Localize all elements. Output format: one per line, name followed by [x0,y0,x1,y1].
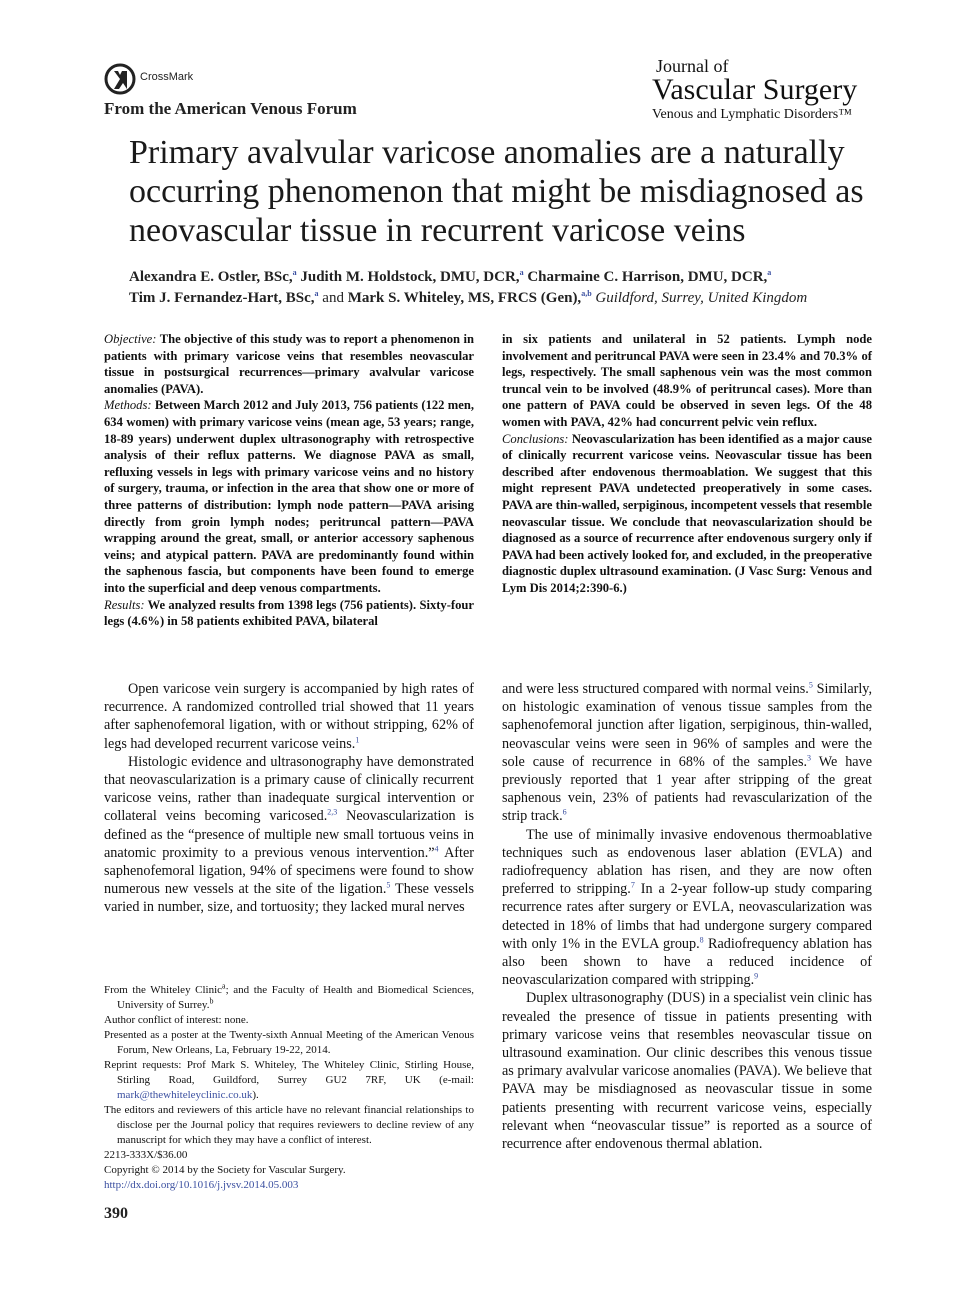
crossmark-label: CrossMark [140,71,194,83]
citation-link[interactable]: 6 [562,807,567,817]
abstract-objective [104,331,474,397]
footnote-issn: 2213-333X/$36.00 [104,1149,188,1161]
footnotes [104,983,474,1193]
body-text: These vessels varied in number, size, and tortuosity; they lacked mural nerves [104,881,475,916]
footnote-text: Reprint requests: Prof Mark S. Whiteley, The Whiteley Clinic, Stirling House, Stirling Road, Guildford, Surrey GU2 7RF, UK (e-mail: [104,1059,474,1086]
citation-link[interactable]: 9 [754,971,759,981]
abstract-left-column [104,331,474,630]
footnote-doi [104,1178,474,1193]
page-number: 390 [104,1205,128,1222]
citation-link[interactable]: 1 [355,734,360,744]
citation-link[interactable]: 5 [808,680,813,690]
journal-line1: Journal of [656,56,729,76]
objective-text: The objective of this study was to report a phenomenon in patients with primary varicose veins that resembles neovascular tissue in postsurgical recurrences—primary avalvular varicose anomalies (PAVA). [104,332,475,396]
doi-link[interactable]: http://dx.doi.org/10.1016/j.jvsv.2014.05.003 [104,1179,299,1191]
author-holdstock: Judith M. Holdstock, DMU, DCR, [300,269,520,285]
abstract-results-cont: in six patients and unilateral in 52 patients. Lymph node involvement and peritruncal PAVA were seen in 23.4% and 70.3% of legs, respectively. The small saphenous vein was the most common truncal vein to be involved (48.9% of peritruncal cases). More than one pattern of PAVA could be observed in seven legs. Of the 48 women with PAVA, 42% had concurrent pelvic vein reflux. [502,332,872,429]
body-paragraph: Duplex ultrasonography (DUS) in a specialist vein clinic has revealed the presence of tissue in patients presenting with primary varicose veins that resembles neovascular tissue on ultrasound examination. Our clinic describes this venous tissue as primary avalvular varicose anomalies (PAVA). We believe that PAVA may be misdiagnosed as neovascular tissue in some patients presenting with recurrent varicose veins, especially relevant when “neovascular tissue” is reported as a source of recurrence after endovenous thermal ablation. [502,990,872,1153]
author-whiteley: Mark S. Whiteley, MS, FRCS (Gen), [347,290,582,306]
citation-link[interactable]: 4 [434,844,439,854]
body-text: We have previously reported that 1 year after stripping of the great saphenous vein, 23% of patients had revascularization of the strip track. [502,753,872,825]
author-harrison: Charmaine C. Harrison, DMU, DCR, [527,269,768,285]
crossmark-icon[interactable] [104,63,136,95]
author-ostler: Alexandra E. Ostler, BSc, [129,269,293,285]
conclusions-label: Conclusions: [502,431,569,446]
body-text: Similarly, on histologic examination of venous tissue samples from the saphenofemoral junction after ligation, serpiginous, thin-walled, neovascular veins were seen in 96% of samples and were the sole cause of recurrence in 68% of the samples. [502,681,872,770]
abstract-conclusions [502,431,872,597]
affiliation-mark: a,b [581,289,592,298]
body-text: Histologic evidence and ultrasonography have demonstrated that neovascularization is a primary cause of clinically recurrent varicose veins, rather than inadequate surgical intervention or collateral veins becoming varicosed. [104,753,474,825]
footnote-text: ). [252,1089,259,1101]
methods-label: Methods: [104,398,152,413]
abstract-methods [104,397,474,596]
body-text: Open varicose vein surgery is accompanied by high rates of recurrence. A randomized controlled trial showed that 11 years after saphenofemoral ligation, with or without stripping, 62% of legs had developed recurrent varicose veins. [104,681,474,752]
and-word: and [322,290,344,306]
journal-line2: Vascular Surgery [652,73,858,106]
body-text: In a 2-year follow-up study comparing recurrence rates after surgery or EVLA, neovascularization was detected in 18% of limbs that had undergone surgery compared with only 1% in the EVLA group. [502,881,872,952]
journal-logo [652,57,892,123]
abstract-right-column [502,331,872,597]
conclusions-text: Neovascularization has been identified as a major cause of clinically recurrent varicose veins. Neovascular tissue has been described after endovenous thermoablation. We suggest that this might represent PAVA undetected preoperatively in some cases. PAVA are thin-walled, serpiginous, incompetent vessels that resemble neovascular tissue. We conclude that neovascularization should be diagnosed as a source of recurrence after endovenous surgery only if PAVA had been actively looked for, and excluded, in the preoperative diagnostic duplex ultrasound examination. (J Vasc Surg: Venous and Lym Dis 2014;2:390-6.) [502,431,872,595]
methods-text: Between March 2012 and July 2013, 756 patients (122 men, 634 women) with primary varicose veins (mean age, 53 years; range, 18-89 years) underwent duplex ultrasonography with retrospective analysis of their reflux patterns. We diagnose PAVA as small, refluxing vessels in legs with primary varicose veins and no history of surgery, trauma, or infection in the area that show one or more of three patterns of distribution: lymph node pattern—PAVA arising directly from groin lymph nodes; peritruncal pattern—PAVA wrapping around the great, small, or anterior accessory saphenous veins; and atypical pattern. PAVA are predominantly found within the saphenous fascia, but components have been found to emerge into the superficial and deep venous compartments. [104,398,474,595]
article-title: Primary avalvular varicose anomalies are a naturally occurring phenomenon that might be misdiagnosed as neovascular tissue in recurrent varicose veins [129,134,864,249]
footnote-sup: a [222,981,226,991]
footnote-presented: Presented as a poster at the Twenty-sixth Annual Meeting of the American Venous Forum, New Orleans, La, February 19-22, 2014. [104,1029,474,1056]
footnote-text: ; and the Faculty of Health and Biomedical Sciences, University of Surrey. [117,984,474,1011]
affiliation-mark: a [314,289,319,298]
results-label: Results: [104,597,145,612]
footnote-affiliation [104,983,474,1013]
journal-line3: Venous and Lymphatic Disorders™ [652,107,852,122]
affiliation-mark: a [767,268,772,277]
body-paragraph [104,680,474,753]
citation-link[interactable]: 8 [699,935,704,945]
body-paragraph [502,680,872,826]
affiliation-mark: a [292,268,297,277]
citation-link[interactable]: 5 [386,880,391,890]
body-text: Neovascularization is defined as the “presence of multiple new small tortuous veins in anatomic proximity to a previous venous intervention.” [104,808,474,861]
body-paragraph [104,753,474,917]
footnote-sup: b [209,996,214,1006]
citation-link[interactable]: 7 [630,880,635,890]
citation-link[interactable]: 2,3 [327,807,338,817]
email-link[interactable]: mark@thewhiteleyclinic.co.uk [117,1089,253,1101]
abstract-results [104,597,474,630]
body-text: After saphenofemoral ligation, 94% of specimens were found to show numerous new vessels at the site of the ligation. [104,844,474,898]
body-text: and were less structured compared with normal veins. [502,681,809,697]
author-list [129,267,879,309]
body-text: The use of minimally invasive endovenous thermoablative techniques such as endovenous laser ablation (EVLA) and radiofrequency ablation has risen, and they are now often preferred to stripping. [502,826,872,898]
footnote-conflict: Author conflict of interest: none. [104,1014,249,1026]
forum-label: From the American Venous Forum [104,99,357,118]
footnote-reprint [104,1058,474,1103]
affiliation-mark: a [519,268,524,277]
results-text: We analyzed results from 1398 legs (756 patients). Sixty-four legs (4.6%) in 58 patients exhibited PAVA, bilateral [104,597,475,629]
footnote-editors: The editors and reviewers of this article have no relevant financial relationships to disclose per the Journal policy that requires reviewers to decline review of any manuscript for which they may have a conflict of interest. [104,1104,474,1146]
citation-link[interactable]: 3 [807,753,812,763]
body-right-column [502,680,872,1153]
body-paragraph [502,826,872,990]
objective-label: Objective: [104,332,157,346]
footnote-copyright: Copyright © 2014 by the Society for Vascular Surgery. [104,1164,346,1176]
body-left-column [104,680,474,917]
affiliation-location: Guildford, Surrey, United Kingdom [595,290,808,306]
author-fernandez-hart: Tim J. Fernandez-Hart, BSc, [129,290,315,306]
body-text: Radiofrequency ablation has also been shown to have a reduced incidence of neovascularization compared with stripping. [502,935,872,989]
footnote-text: From the Whiteley Clinic [104,984,223,996]
